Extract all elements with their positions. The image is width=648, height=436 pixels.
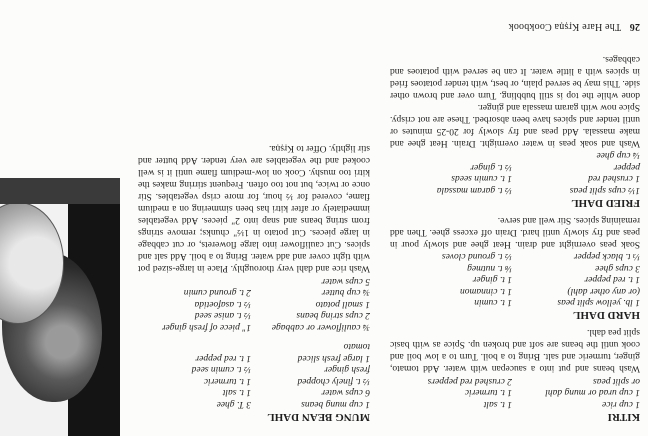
ingredient: 3 T. ghee	[216, 399, 251, 409]
ingredient: ½ t. asafoetida	[194, 299, 251, 309]
ingredient: 1 t. red pepper	[195, 353, 251, 363]
ingredient: ½ t. finely chopped	[297, 376, 370, 386]
ingredient: 1 t. turmeric	[464, 387, 512, 398]
ingredient: 1 t. red pepper	[584, 274, 640, 285]
recipe-title-hard-dahl: HARD DAHL	[573, 309, 640, 322]
ingredient: 1½ cups split peas	[569, 185, 640, 195]
ingredient: 1" piece of fresh ginger	[161, 322, 251, 332]
ingredient: tomato	[343, 341, 370, 352]
method-kitri: Wash beans and put into a saucepan with water. Add tomato, ginger, turmeric and salt. Bring to a boil. Turn to a low boil and cook until the beans are soft and broken up. Spice as with basic split pea dahl.	[390, 327, 640, 374]
method-vegetable-kitri: Wash rice and dahl very thoroughly. Place in large-sized pot with tight cover and add water. Bring to a boil. Add salt and spices. Cut cauliflower into large flowerets, or cut cabbage in large pieces. Cut potato in 1½" chunks; remove strings from string beans and snap into 2" pieces. Add vegetables immediately or after kitri has been simmering on a medium flame, covered for ½ hour, for more crisp vegetables. Stir once or twice, but not too often. Frequent stirring makes the kitri too mushy. Cook on low-medium flame until it is well cooked and the vegetables are very tender. Add butter and stir lightly. Offer to Kṛṣṇa.	[138, 143, 370, 274]
recipe-title-fried-dahl: FRIED DAHL	[571, 197, 640, 209]
left-column	[390, 53, 640, 428]
ingredient: 2 crushed red peppers	[427, 376, 512, 386]
ingredient: 1 t. ginger	[472, 274, 512, 285]
ingredient: ½ t. anise seed	[194, 310, 251, 321]
ingredient: 1 small potato	[315, 299, 370, 309]
recipe-title-mung-bean-dahl: MUNG BEAN DAHL	[267, 411, 370, 423]
ingredient: 1 t. turmeric	[203, 376, 251, 386]
recipe-title-kitri: KITRI	[607, 411, 640, 423]
ingredient: 1 t. salt	[222, 387, 251, 398]
ingredient: 2 t. ground cumin	[183, 287, 251, 298]
ingredient: ½ t. ground cloves	[441, 251, 512, 262]
food-photo	[0, 178, 120, 436]
ingredients-fried-dahl	[390, 149, 640, 195]
ingredient: ¾ cup butter	[321, 287, 370, 298]
method-fried-dahl: Wash and soak peas in water overnight. Drain. Heat ghee and make massala. Add peas and fry slowly for 20-25 minutes or until tender and spices have been absorbed. These are not crispy. Spice now with garam massala and ginger.	[390, 102, 640, 148]
ingredient: 1 t. salt	[483, 399, 512, 409]
ingredient: 1 t. cumin	[474, 297, 512, 308]
ingredients-kitri	[390, 375, 640, 410]
intro-paragraph: done while the top is still bubbling. Turn over and brown other side. This may be served plain, or best, with tender potatoes fried in spices with a little water. It can be served with potatoes and cabbages.	[390, 54, 640, 100]
page-number: 26	[629, 21, 640, 32]
ingredient: 1 cup urad or mung dahl	[545, 387, 640, 398]
ingredient: ½ t. garam massala	[436, 185, 512, 195]
ingredient: ½ t. cumin seed	[191, 364, 251, 375]
ingredients-hard-dahl	[390, 250, 640, 308]
ingredient: 1 cup rice	[602, 399, 640, 409]
ingredient: 3 cups ghee	[595, 263, 640, 273]
ingredient-spacer	[390, 149, 512, 161]
ingredient: 1 cup mung beans	[301, 399, 370, 409]
ingredients-mung-bean-dahl	[138, 340, 370, 409]
ingredient: 1 crushed red	[588, 173, 640, 184]
ingredient: 1 lb. yellow split peas	[557, 297, 640, 308]
method-hard-dahl: Soak peas overnight and drain. Heat ghee and slowly pour in peas and fry slowly until hard. Drain off excess ghee. Then add remaining spices. Stir well and serve.	[390, 215, 640, 249]
ingredient: ⅓ t. black pepper	[573, 251, 640, 262]
right-column	[138, 143, 370, 429]
running-header	[10, 21, 640, 32]
photo-table-edge	[0, 178, 120, 204]
ingredient: or split peas	[593, 376, 640, 386]
ingredient: 6 cups water	[321, 387, 370, 398]
ingredient: ¼ cup ghee	[596, 150, 640, 161]
ingredient: fresh ginger	[324, 364, 370, 375]
ingredient: 2 cups string beans	[296, 310, 370, 321]
book-title: The Hare Kṛṣṇa Cookbook	[508, 21, 622, 32]
ingredient: ½ t. ginger	[470, 162, 512, 172]
ingredient: 1 t. cinnamon	[460, 286, 512, 296]
ingredient: 1 t. cumin seeds	[451, 173, 512, 184]
ingredient: 1 large fresh sliced	[297, 353, 370, 363]
ingredient: ⅛ t. nutmeg	[467, 263, 512, 273]
ingredients-vegetable-kitri	[138, 275, 370, 333]
ingredient: 5 cups water	[321, 276, 370, 286]
ingredient: ¾ cauliflower or cabbage	[271, 322, 370, 332]
ingredient: (or any other dahl)	[567, 286, 640, 296]
ingredient: pepper	[613, 162, 640, 172]
